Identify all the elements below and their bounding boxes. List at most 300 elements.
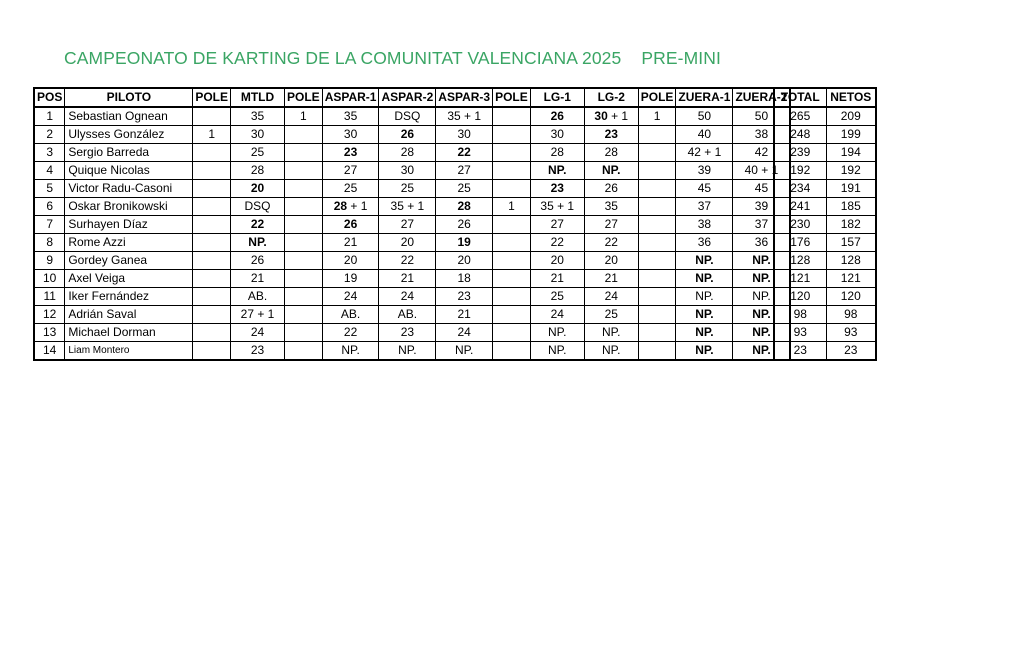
score-value: NP. bbox=[695, 343, 714, 357]
score-value: 1 bbox=[653, 109, 661, 123]
score-cell bbox=[193, 198, 231, 216]
score-cell bbox=[638, 270, 676, 288]
score-value: 38 bbox=[697, 217, 712, 231]
score-value: 42 + 1 bbox=[687, 145, 722, 159]
table-row bbox=[34, 198, 790, 216]
score-cell bbox=[676, 252, 733, 270]
column-header: POS bbox=[34, 88, 65, 107]
total-cell: 234 bbox=[774, 180, 826, 198]
score-value: 22 bbox=[250, 217, 265, 231]
table-row bbox=[774, 288, 876, 306]
score-value: AB. bbox=[397, 307, 418, 321]
score-cell bbox=[379, 126, 436, 144]
netos-cell: 121 bbox=[826, 270, 876, 288]
driver-name-cell: Adrián Saval bbox=[65, 306, 193, 324]
results-table bbox=[33, 87, 791, 361]
score-value: 20 bbox=[343, 253, 358, 267]
score-value: 23 bbox=[343, 145, 358, 159]
score-value: NP. bbox=[695, 271, 714, 285]
score-cell bbox=[231, 107, 285, 126]
score-value: 28 bbox=[550, 145, 564, 159]
table-row bbox=[34, 252, 790, 270]
score-cell bbox=[638, 216, 676, 234]
position-cell: 7 bbox=[34, 216, 65, 234]
category-label: PRE-MINI bbox=[641, 48, 721, 68]
score-value: 22 bbox=[604, 235, 618, 249]
table-row bbox=[774, 107, 876, 126]
totals-table bbox=[773, 87, 877, 361]
score-cell bbox=[285, 107, 323, 126]
score-value: 28 bbox=[604, 145, 618, 159]
score-cell bbox=[493, 126, 531, 144]
table-row bbox=[34, 324, 790, 342]
score-value: AB. bbox=[340, 307, 361, 321]
score-value: 1 bbox=[300, 109, 307, 123]
score-cell bbox=[676, 162, 733, 180]
table-row bbox=[34, 144, 790, 162]
score-value: 30 bbox=[400, 163, 415, 177]
table-row bbox=[34, 126, 790, 144]
score-value: 24 bbox=[604, 289, 618, 303]
score-cell bbox=[322, 234, 379, 252]
total-cell: 248 bbox=[774, 126, 826, 144]
score-cell bbox=[436, 288, 493, 306]
position-cell: 5 bbox=[34, 180, 65, 198]
score-cell bbox=[493, 144, 531, 162]
driver-name-cell: Ulysses González bbox=[65, 126, 193, 144]
score-cell bbox=[231, 288, 285, 306]
column-header: POLE bbox=[493, 88, 531, 107]
score-value: 37 bbox=[697, 199, 712, 213]
score-value: 21 bbox=[550, 271, 564, 285]
score-value: 27 bbox=[457, 163, 471, 177]
table-row bbox=[774, 216, 876, 234]
score-cell bbox=[584, 234, 638, 252]
score-cell bbox=[584, 288, 638, 306]
column-header: LG-1 bbox=[530, 88, 584, 107]
score-value: 27 bbox=[604, 217, 618, 231]
score-value: 24 bbox=[400, 289, 415, 303]
score-cell bbox=[676, 107, 733, 126]
score-cell bbox=[676, 126, 733, 144]
score-value: NP. bbox=[752, 325, 771, 339]
table-row bbox=[774, 180, 876, 198]
score-value: 23 bbox=[250, 343, 265, 357]
score-value: DSQ bbox=[244, 199, 271, 213]
score-cell bbox=[676, 216, 733, 234]
score-cell bbox=[638, 234, 676, 252]
score-cell bbox=[493, 198, 531, 216]
score-value: DSQ bbox=[394, 109, 421, 123]
score-cell bbox=[638, 126, 676, 144]
score-cell bbox=[322, 342, 379, 361]
score-value: 23 bbox=[604, 127, 618, 141]
table-header-row bbox=[34, 88, 790, 107]
score-cell bbox=[379, 306, 436, 324]
table-row bbox=[34, 216, 790, 234]
score-value: 40 + 1 bbox=[744, 163, 779, 177]
score-cell bbox=[322, 288, 379, 306]
score-cell bbox=[231, 198, 285, 216]
score-cell bbox=[493, 324, 531, 342]
score-value: 50 bbox=[697, 109, 712, 123]
score-value: NP. bbox=[548, 325, 567, 339]
score-cell bbox=[193, 306, 231, 324]
total-cell: 192 bbox=[774, 162, 826, 180]
score-cell bbox=[379, 252, 436, 270]
score-cell bbox=[676, 144, 733, 162]
total-cell: 98 bbox=[774, 306, 826, 324]
score-value: 24 bbox=[550, 307, 564, 321]
table-row bbox=[774, 306, 876, 324]
score-cell bbox=[379, 324, 436, 342]
score-cell bbox=[231, 252, 285, 270]
score-cell bbox=[584, 216, 638, 234]
netos-cell: 128 bbox=[826, 252, 876, 270]
score-cell bbox=[285, 162, 323, 180]
score-cell bbox=[322, 270, 379, 288]
position-cell: 1 bbox=[34, 107, 65, 126]
score-value: 22 bbox=[550, 235, 564, 249]
score-value: 20 bbox=[250, 181, 265, 195]
score-cell bbox=[584, 252, 638, 270]
score-cell bbox=[231, 216, 285, 234]
score-cell bbox=[231, 270, 285, 288]
position-cell: 4 bbox=[34, 162, 65, 180]
position-cell: 13 bbox=[34, 324, 65, 342]
column-header: ZUERA-2 bbox=[733, 88, 791, 107]
score-cell bbox=[193, 324, 231, 342]
score-value: 27 + 1 bbox=[240, 307, 275, 321]
score-cell bbox=[379, 270, 436, 288]
table-row bbox=[774, 144, 876, 162]
table-row bbox=[774, 234, 876, 252]
score-cell bbox=[285, 180, 323, 198]
championship-title: CAMPEONATO DE KARTING DE LA COMUNITAT VALENCIANA 2025 bbox=[64, 48, 622, 68]
score-cell bbox=[285, 288, 323, 306]
score-cell bbox=[676, 270, 733, 288]
score-cell bbox=[530, 180, 584, 198]
score-cell bbox=[530, 306, 584, 324]
score-value: 19 bbox=[343, 271, 358, 285]
score-cell bbox=[285, 144, 323, 162]
score-cell bbox=[193, 342, 231, 361]
table-row bbox=[34, 288, 790, 306]
score-cell bbox=[285, 126, 323, 144]
score-value: 45 bbox=[754, 181, 769, 195]
netos-cell: 209 bbox=[826, 107, 876, 126]
position-cell: 10 bbox=[34, 270, 65, 288]
score-value: 1 bbox=[208, 127, 216, 141]
netos-cell: 192 bbox=[826, 162, 876, 180]
score-cell bbox=[530, 144, 584, 162]
driver-name-cell: Gordey Ganea bbox=[65, 252, 193, 270]
score-value: 24 bbox=[250, 325, 265, 339]
table-row bbox=[34, 180, 790, 198]
score-cell bbox=[638, 324, 676, 342]
score-value: 23 bbox=[457, 289, 471, 303]
score-cell bbox=[379, 234, 436, 252]
score-value: NP. bbox=[548, 343, 567, 357]
driver-name-cell: Quique Nicolas bbox=[65, 162, 193, 180]
score-cell bbox=[676, 306, 733, 324]
score-value: 22 bbox=[343, 325, 358, 339]
score-cell bbox=[638, 107, 676, 126]
score-value: NP. bbox=[602, 343, 621, 357]
score-cell bbox=[322, 216, 379, 234]
score-cell bbox=[638, 144, 676, 162]
score-value: 23 bbox=[400, 325, 415, 339]
score-cell bbox=[322, 162, 379, 180]
score-cell bbox=[530, 162, 584, 180]
score-cell bbox=[322, 252, 379, 270]
score-value: 35 bbox=[604, 199, 618, 213]
score-value: 26 bbox=[550, 109, 564, 123]
score-cell bbox=[285, 342, 323, 361]
score-cell bbox=[436, 270, 493, 288]
score-cell bbox=[493, 342, 531, 361]
score-cell bbox=[493, 288, 531, 306]
score-value: 22 bbox=[400, 253, 415, 267]
score-cell bbox=[638, 180, 676, 198]
netos-cell: 157 bbox=[826, 234, 876, 252]
score-value: 20 bbox=[604, 253, 618, 267]
score-cell bbox=[638, 162, 676, 180]
score-cell bbox=[436, 252, 493, 270]
score-value: 20 bbox=[550, 253, 564, 267]
column-header: TOTAL bbox=[774, 88, 826, 107]
column-header: ASPAR-3 bbox=[436, 88, 493, 107]
score-cell bbox=[530, 234, 584, 252]
score-cell bbox=[322, 198, 379, 216]
score-value: 50 bbox=[754, 109, 769, 123]
score-value: NP. bbox=[248, 235, 267, 249]
column-header: PILOTO bbox=[65, 88, 193, 107]
score-value: 45 bbox=[697, 181, 712, 195]
score-value: 23 bbox=[550, 181, 564, 195]
position-cell: 9 bbox=[34, 252, 65, 270]
score-cell bbox=[530, 126, 584, 144]
position-cell: 6 bbox=[34, 198, 65, 216]
score-cell bbox=[676, 288, 733, 306]
driver-name-cell: Sebastian Ognean bbox=[65, 107, 193, 126]
total-cell: 120 bbox=[774, 288, 826, 306]
score-value: NP. bbox=[752, 343, 771, 357]
driver-name-cell: Rome Azzi bbox=[65, 234, 193, 252]
score-cell bbox=[584, 324, 638, 342]
score-cell bbox=[493, 252, 531, 270]
score-value: 30 bbox=[343, 127, 358, 141]
column-header: NETOS bbox=[826, 88, 876, 107]
score-value: 30 bbox=[594, 109, 608, 123]
total-cell: 241 bbox=[774, 198, 826, 216]
score-value: 35 + 1 bbox=[447, 109, 482, 123]
results-table-body bbox=[34, 107, 790, 360]
driver-name-cell: Sergio Barreda bbox=[65, 144, 193, 162]
score-cell bbox=[379, 198, 436, 216]
score-cell bbox=[530, 252, 584, 270]
score-cell bbox=[322, 126, 379, 144]
score-cell bbox=[379, 180, 436, 198]
column-header: LG-2 bbox=[584, 88, 638, 107]
score-cell bbox=[379, 144, 436, 162]
table-row bbox=[34, 306, 790, 324]
score-cell bbox=[584, 270, 638, 288]
score-value: 26 bbox=[250, 253, 265, 267]
score-value: 30 bbox=[250, 127, 265, 141]
table-row bbox=[34, 342, 790, 361]
score-cell bbox=[638, 306, 676, 324]
score-cell bbox=[193, 126, 231, 144]
pole-bonus: + 1 bbox=[347, 199, 368, 213]
score-value: 25 bbox=[457, 181, 471, 195]
score-cell bbox=[530, 270, 584, 288]
total-cell: 230 bbox=[774, 216, 826, 234]
score-cell bbox=[676, 342, 733, 361]
column-header: POLE bbox=[193, 88, 231, 107]
position-cell: 2 bbox=[34, 126, 65, 144]
score-cell bbox=[285, 324, 323, 342]
score-value: 21 bbox=[343, 235, 358, 249]
table-row bbox=[774, 342, 876, 361]
score-cell bbox=[436, 216, 493, 234]
netos-cell: 120 bbox=[826, 288, 876, 306]
score-cell bbox=[231, 144, 285, 162]
table-row bbox=[34, 234, 790, 252]
score-value: NP. bbox=[752, 253, 771, 267]
score-cell bbox=[379, 162, 436, 180]
score-cell bbox=[530, 288, 584, 306]
total-cell: 93 bbox=[774, 324, 826, 342]
score-cell bbox=[530, 216, 584, 234]
score-cell bbox=[231, 126, 285, 144]
table-row bbox=[774, 324, 876, 342]
score-value: 36 bbox=[754, 235, 769, 249]
table-row bbox=[774, 198, 876, 216]
score-cell bbox=[584, 198, 638, 216]
total-cell: 239 bbox=[774, 144, 826, 162]
score-value: 25 bbox=[250, 145, 265, 159]
pole-bonus: + 1 bbox=[607, 109, 629, 123]
score-cell bbox=[530, 324, 584, 342]
netos-cell: 199 bbox=[826, 126, 876, 144]
score-cell bbox=[436, 144, 493, 162]
score-value: 25 bbox=[343, 181, 358, 195]
score-value: 30 bbox=[550, 127, 564, 141]
score-cell bbox=[285, 216, 323, 234]
score-cell bbox=[638, 198, 676, 216]
score-cell bbox=[193, 107, 231, 126]
table-row bbox=[34, 107, 790, 126]
score-value: NP. bbox=[752, 307, 771, 321]
score-cell bbox=[285, 306, 323, 324]
score-value: 25 bbox=[400, 181, 415, 195]
score-value: NP. bbox=[695, 289, 714, 303]
score-value: NP. bbox=[454, 343, 474, 357]
score-value: 28 bbox=[333, 199, 348, 213]
score-cell bbox=[493, 306, 531, 324]
score-cell bbox=[584, 126, 638, 144]
score-cell bbox=[436, 162, 493, 180]
score-cell bbox=[493, 270, 531, 288]
column-header: ASPAR-1 bbox=[322, 88, 379, 107]
score-value: 20 bbox=[457, 253, 471, 267]
score-cell bbox=[285, 198, 323, 216]
score-value: 18 bbox=[457, 271, 471, 285]
score-value: NP. bbox=[602, 163, 621, 177]
score-cell bbox=[193, 252, 231, 270]
score-value: NP. bbox=[752, 271, 771, 285]
column-header: POLE bbox=[638, 88, 676, 107]
score-cell bbox=[231, 162, 285, 180]
score-cell bbox=[193, 180, 231, 198]
score-value: AB. bbox=[247, 289, 268, 303]
score-cell bbox=[493, 162, 531, 180]
score-cell bbox=[530, 342, 584, 361]
score-value: 37 bbox=[754, 217, 769, 231]
score-value: 25 bbox=[550, 289, 564, 303]
score-cell bbox=[584, 162, 638, 180]
score-cell bbox=[436, 198, 493, 216]
score-cell bbox=[193, 288, 231, 306]
score-cell bbox=[379, 216, 436, 234]
score-cell bbox=[436, 306, 493, 324]
score-value: 26 bbox=[604, 181, 618, 195]
score-cell bbox=[584, 144, 638, 162]
score-value: 21 bbox=[400, 271, 415, 285]
totals-header-row bbox=[774, 88, 876, 107]
column-header: POLE bbox=[285, 88, 323, 107]
page-title bbox=[64, 48, 721, 69]
score-cell bbox=[676, 324, 733, 342]
score-cell bbox=[285, 234, 323, 252]
table-row bbox=[34, 270, 790, 288]
score-cell bbox=[638, 288, 676, 306]
score-value: 35 bbox=[343, 109, 358, 123]
score-cell bbox=[379, 107, 436, 126]
score-cell bbox=[584, 107, 638, 126]
score-cell bbox=[231, 234, 285, 252]
score-cell bbox=[322, 306, 379, 324]
driver-name-cell: Victor Radu-Casoni bbox=[65, 180, 193, 198]
score-value: 21 bbox=[457, 307, 471, 321]
table-row bbox=[774, 162, 876, 180]
score-value: NP. bbox=[752, 289, 771, 303]
score-value: 28 bbox=[250, 163, 265, 177]
score-value: 30 bbox=[457, 127, 471, 141]
score-cell bbox=[193, 270, 231, 288]
score-cell bbox=[436, 324, 493, 342]
score-cell bbox=[493, 234, 531, 252]
score-cell bbox=[638, 342, 676, 361]
score-value: 25 bbox=[604, 307, 618, 321]
score-cell bbox=[231, 342, 285, 361]
score-cell bbox=[285, 270, 323, 288]
total-cell: 128 bbox=[774, 252, 826, 270]
driver-name-cell: Axel Veiga bbox=[65, 270, 193, 288]
score-value: 24 bbox=[343, 289, 358, 303]
score-cell bbox=[584, 342, 638, 361]
netos-cell: 93 bbox=[826, 324, 876, 342]
score-value: 36 bbox=[697, 235, 712, 249]
score-value: 22 bbox=[457, 145, 471, 159]
netos-cell: 191 bbox=[826, 180, 876, 198]
driver-name-cell: Liam Montero bbox=[65, 342, 193, 361]
score-cell bbox=[436, 180, 493, 198]
score-value: NP. bbox=[695, 325, 714, 339]
score-cell bbox=[436, 234, 493, 252]
column-header: MTLD bbox=[231, 88, 285, 107]
